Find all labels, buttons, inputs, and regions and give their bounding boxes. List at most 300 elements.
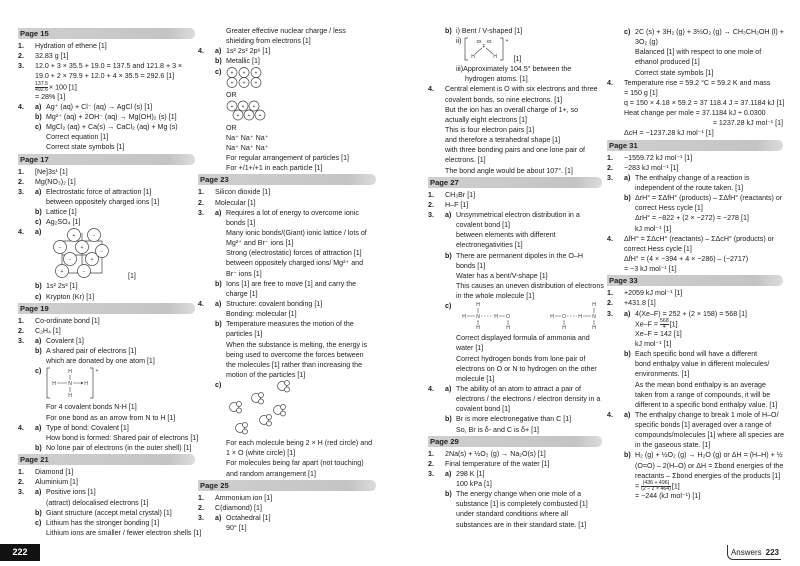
part-label: b) bbox=[35, 208, 42, 217]
answer-text bbox=[226, 513, 376, 523]
answer-text bbox=[46, 292, 195, 302]
part-label bbox=[35, 142, 46, 152]
part-label bbox=[35, 528, 46, 538]
part-label: a) bbox=[624, 309, 631, 318]
answer-content: Mg(NO₃)₂ [1] bbox=[35, 177, 76, 186]
answer-line bbox=[607, 400, 783, 410]
answer-content: Correct hydrogen bonds from lone pair of bbox=[456, 354, 586, 363]
answer-line bbox=[428, 74, 602, 84]
svg-text:+: + bbox=[242, 79, 246, 86]
answer-line bbox=[428, 425, 602, 435]
part-label: b) bbox=[215, 320, 222, 329]
answer-line bbox=[607, 430, 783, 440]
answer-text bbox=[46, 336, 195, 346]
part-label: c) bbox=[215, 381, 222, 390]
answer-text bbox=[226, 269, 376, 279]
answer-text bbox=[635, 369, 783, 379]
answer-content: Mg²⁺ and Br⁻ ions [1] bbox=[226, 239, 294, 248]
answer-line bbox=[428, 261, 602, 271]
answer-line bbox=[18, 187, 195, 197]
answer-text bbox=[456, 271, 602, 281]
question-number bbox=[428, 155, 445, 165]
svg-text:H: H bbox=[462, 314, 466, 321]
answer-line bbox=[607, 78, 783, 88]
answer-line bbox=[198, 448, 376, 458]
question-number: 4. bbox=[18, 423, 24, 432]
question-number bbox=[198, 153, 215, 163]
section-header: Page 27 bbox=[428, 177, 602, 188]
answer-content: The ability of an atom to attract a pair of bbox=[456, 384, 581, 393]
answer-line bbox=[198, 258, 376, 268]
answer-line bbox=[428, 271, 602, 281]
metal-offset-diagram bbox=[226, 100, 276, 123]
answers-column-4 bbox=[607, 27, 783, 501]
part-label bbox=[624, 37, 635, 47]
part-label bbox=[445, 394, 456, 404]
answer-line bbox=[607, 420, 783, 430]
question-number bbox=[607, 440, 624, 450]
answer-text bbox=[635, 420, 783, 430]
question-number: 1. bbox=[18, 167, 24, 176]
answer-line bbox=[428, 479, 602, 489]
part-label: a) bbox=[445, 210, 452, 219]
answer-line bbox=[18, 477, 195, 487]
answer-content: Correct state symbols [1] bbox=[635, 68, 714, 77]
answer-line bbox=[198, 46, 376, 56]
part-label: b) bbox=[445, 415, 452, 424]
answer-content: So, Br is δ- and C is δ+ [1] bbox=[456, 425, 540, 434]
answer-text bbox=[465, 74, 602, 84]
question-number: 1. bbox=[428, 190, 434, 199]
answer-content: × 100 [1] bbox=[48, 82, 77, 91]
svg-text:+: + bbox=[254, 79, 258, 86]
answer-text bbox=[35, 92, 195, 102]
answer-content: C(diamond) [1] bbox=[215, 503, 262, 512]
question-number bbox=[428, 26, 445, 36]
answer-text bbox=[226, 469, 376, 479]
question-number bbox=[198, 90, 215, 100]
question-number bbox=[198, 163, 215, 173]
answer-text bbox=[35, 71, 195, 81]
question-number bbox=[18, 498, 35, 508]
part-label bbox=[215, 36, 226, 46]
answer-content: C₂H₄ [1] bbox=[35, 326, 61, 335]
part-label bbox=[215, 370, 226, 380]
answer-text bbox=[635, 203, 783, 213]
answer-text bbox=[635, 329, 783, 339]
question-number bbox=[18, 132, 35, 142]
answer-line bbox=[428, 230, 602, 240]
answer-content: +2059 kJ mol⁻¹ [1] bbox=[624, 289, 683, 298]
question-number: 1. bbox=[607, 153, 613, 162]
answer-text bbox=[635, 349, 783, 359]
diagram-answer bbox=[428, 36, 602, 64]
answer-content: and therefore a tetrahedral shape [1] bbox=[445, 136, 561, 145]
answer-content: electrons / the electrons / electron density in a bbox=[456, 395, 601, 404]
answer-text bbox=[456, 394, 602, 404]
question-number: 2. bbox=[18, 478, 24, 487]
answer-text bbox=[226, 438, 376, 448]
answer-content: Correct state symbols [1] bbox=[46, 143, 125, 152]
answer-text bbox=[46, 443, 195, 453]
question-number bbox=[607, 400, 624, 410]
answer-content: which are donated by one atom [1] bbox=[46, 357, 155, 366]
answer-text bbox=[46, 142, 195, 152]
part-label bbox=[215, 289, 226, 299]
answer-line bbox=[18, 423, 195, 433]
answer-content: When the substance is melting, the energy is bbox=[226, 340, 368, 349]
part-label bbox=[445, 343, 456, 353]
answer-line bbox=[198, 228, 376, 238]
part-label bbox=[215, 90, 226, 100]
answer-text bbox=[456, 333, 602, 343]
answer-line bbox=[607, 68, 783, 78]
answer-text bbox=[635, 430, 784, 440]
answer-text bbox=[226, 46, 376, 56]
answer-content: For molecules being far apart (not touching) bbox=[226, 459, 364, 468]
question-number bbox=[607, 224, 624, 234]
part-label: b) bbox=[215, 57, 222, 66]
question-number bbox=[18, 112, 35, 122]
question-number bbox=[607, 390, 624, 400]
part-label: c) bbox=[215, 67, 222, 76]
answer-text bbox=[624, 298, 783, 308]
answer-content: Silicon dioxide [1] bbox=[215, 188, 271, 197]
part-label bbox=[624, 224, 635, 234]
question-number: 3. bbox=[607, 173, 613, 182]
part-label bbox=[445, 281, 456, 291]
answer-line bbox=[198, 269, 376, 279]
question-number bbox=[18, 356, 35, 366]
question-number bbox=[198, 67, 215, 90]
answer-line bbox=[607, 298, 783, 308]
answer-text bbox=[46, 112, 195, 122]
part-label bbox=[624, 461, 635, 471]
answer-line bbox=[198, 187, 376, 197]
answer-text bbox=[226, 228, 376, 238]
section-header: Page 19 bbox=[18, 303, 195, 314]
question-number bbox=[198, 36, 215, 46]
answer-content: iii)Approximately 104.5° between the bbox=[456, 65, 572, 74]
answer-line bbox=[428, 155, 602, 165]
question-number: 2. bbox=[18, 52, 24, 61]
answer-prefix: = bbox=[635, 482, 642, 491]
part-label bbox=[624, 359, 635, 369]
answer-text bbox=[456, 354, 602, 364]
svg-text:−: − bbox=[100, 249, 104, 256]
answer-line bbox=[18, 167, 195, 177]
part-label bbox=[445, 374, 456, 384]
answer-content: But the ion has an overall charge of 1+, so bbox=[445, 105, 579, 114]
answer-text bbox=[635, 224, 783, 234]
part-label bbox=[215, 360, 226, 370]
part-label bbox=[624, 491, 635, 501]
question-number: 1. bbox=[18, 42, 24, 50]
question-number bbox=[18, 217, 35, 227]
svg-text:+: + bbox=[247, 112, 251, 119]
answer-text bbox=[445, 95, 602, 105]
answer-text bbox=[624, 254, 783, 264]
question-number bbox=[18, 433, 35, 443]
answer-line bbox=[428, 291, 602, 301]
part-label bbox=[35, 402, 46, 412]
svg-text:H: H bbox=[550, 314, 554, 321]
answer-line bbox=[607, 234, 783, 244]
answer-content: environments. [1] bbox=[635, 370, 690, 379]
answer-text bbox=[226, 153, 376, 163]
question-number bbox=[198, 448, 215, 458]
svg-text:H: H bbox=[470, 54, 475, 61]
answer-content: The bond angle would be about 107°. [1] bbox=[445, 166, 573, 175]
question-number: 4. bbox=[198, 47, 204, 56]
svg-text:N: N bbox=[592, 314, 596, 321]
answer-text bbox=[445, 155, 602, 165]
answer-content: For one bond as an arrow from N to H [1] bbox=[46, 413, 176, 422]
question-number: 2. bbox=[607, 163, 613, 172]
part-label: c) bbox=[35, 518, 42, 527]
part-label: c) bbox=[35, 367, 42, 376]
answers-column-3 bbox=[428, 26, 602, 530]
answer-text bbox=[445, 135, 602, 145]
question-number bbox=[18, 207, 35, 217]
part-label bbox=[445, 271, 456, 281]
answer-text bbox=[35, 61, 195, 71]
answer-line bbox=[18, 41, 195, 51]
part-label bbox=[445, 333, 456, 343]
answer-text bbox=[46, 413, 195, 423]
answer-content: = −244 (kJ mol⁻¹) [1] bbox=[635, 492, 701, 501]
answer-text bbox=[635, 400, 783, 410]
answer-text bbox=[226, 279, 376, 289]
answer-content: Electrostatic force of attraction [1] bbox=[46, 187, 152, 196]
answer-text bbox=[226, 208, 376, 218]
section-header: Page 23 bbox=[198, 174, 376, 185]
answer-text bbox=[456, 489, 602, 499]
answer-content: For each molecule being 2 × H (red circle) and bbox=[226, 439, 373, 448]
answer-line bbox=[607, 183, 783, 193]
answer-text bbox=[226, 36, 376, 46]
answer-line bbox=[428, 459, 602, 469]
question-number bbox=[198, 319, 215, 329]
part-label: c) bbox=[35, 123, 42, 132]
question-number bbox=[198, 269, 215, 279]
part-label: c) bbox=[35, 292, 42, 301]
answer-text bbox=[46, 487, 195, 497]
answer-line bbox=[428, 499, 602, 509]
part-label: a) bbox=[215, 47, 222, 56]
answer-content: As the mean bond enthalpy is an average bbox=[635, 380, 766, 389]
answer-content: Balanced [1] with respect to one mole of bbox=[635, 48, 762, 57]
svg-text:−: − bbox=[92, 233, 96, 240]
answer-line bbox=[428, 354, 602, 364]
answer-text bbox=[46, 207, 195, 217]
answer-line bbox=[198, 370, 376, 380]
svg-text:xx: xx bbox=[486, 39, 492, 46]
answer-text bbox=[456, 520, 602, 530]
question-number bbox=[607, 203, 624, 213]
answer-text bbox=[46, 498, 195, 508]
question-number bbox=[18, 292, 35, 302]
answer-text bbox=[624, 108, 783, 118]
question-number bbox=[607, 88, 624, 98]
answers-column-2 bbox=[198, 26, 376, 533]
answer-line bbox=[198, 340, 376, 350]
question-number bbox=[198, 350, 215, 360]
answer-text bbox=[226, 133, 376, 143]
answer-content: in the gaseous state. [1] bbox=[635, 441, 711, 450]
answer-line bbox=[198, 329, 376, 339]
answer-content: The enthalpy change to break 1 mole of H–O/ bbox=[635, 410, 779, 419]
question-number bbox=[428, 520, 445, 530]
answer-line bbox=[18, 132, 195, 142]
answer-line bbox=[607, 481, 783, 491]
answer-text bbox=[46, 346, 195, 356]
question-number bbox=[18, 197, 35, 207]
question-number bbox=[607, 349, 624, 359]
question-number bbox=[428, 135, 445, 145]
answer-line bbox=[607, 254, 783, 264]
answer-text bbox=[215, 187, 376, 197]
part-label bbox=[445, 220, 456, 230]
sub-part-label: ii) bbox=[456, 37, 462, 46]
part-label: a) bbox=[35, 336, 42, 345]
answer-content: Ions [1] are free to move [1] and carry the bbox=[226, 279, 357, 288]
part-label bbox=[35, 433, 46, 443]
answer-line bbox=[18, 528, 202, 538]
answer-text bbox=[456, 291, 602, 301]
answer-text bbox=[226, 370, 376, 380]
question-number bbox=[198, 469, 215, 479]
answer-text bbox=[635, 37, 783, 47]
answer-content: 4(Xe–F) = 252 + (2 × 158) = 568 [1] bbox=[635, 309, 747, 318]
part-label bbox=[215, 123, 226, 133]
question-number bbox=[198, 340, 215, 350]
answer-content: 1 × O (white circle) [1] bbox=[226, 449, 296, 458]
answer-text bbox=[46, 122, 195, 132]
answer-text bbox=[635, 193, 783, 203]
answer-line bbox=[18, 402, 195, 412]
section-header: Page 21 bbox=[18, 454, 195, 465]
answer-prefix: Xe–F = bbox=[635, 320, 661, 329]
answer-line bbox=[607, 118, 783, 128]
metal-grid-diagram bbox=[226, 67, 276, 90]
answer-line bbox=[607, 339, 783, 349]
part-label bbox=[624, 430, 635, 440]
part-label: a) bbox=[215, 299, 222, 308]
answer-content: ΔfH° = (4 × −394 + 4 × −286) – (−2717) bbox=[624, 254, 749, 263]
question-number bbox=[607, 329, 624, 339]
answer-content: H₂ (g) + ½O₂ (g) → H₂O (g) or ΔH = (H–H) + ½ bbox=[635, 451, 783, 460]
answer-line bbox=[607, 359, 783, 369]
answer-line bbox=[198, 90, 376, 100]
answer-line bbox=[428, 135, 602, 145]
question-number bbox=[607, 430, 624, 440]
answer-text bbox=[445, 190, 602, 200]
answer-content: = −3 kJ mol⁻¹ [1] bbox=[624, 265, 677, 274]
answer-content: Metallic [1] bbox=[226, 57, 260, 66]
part-label bbox=[624, 339, 635, 349]
part-label bbox=[35, 197, 46, 207]
answer-content: Ammonium ion [1] bbox=[215, 493, 273, 502]
answer-line bbox=[428, 220, 602, 230]
answer-content: = 28% [1] bbox=[35, 92, 66, 101]
answer-text bbox=[635, 47, 783, 57]
part-label: b) bbox=[624, 194, 631, 203]
answer-line bbox=[428, 343, 602, 353]
question-number bbox=[428, 414, 445, 424]
part-label: c) bbox=[35, 218, 42, 227]
question-number bbox=[428, 125, 445, 135]
svg-text:−: − bbox=[68, 257, 72, 264]
question-number bbox=[198, 309, 215, 319]
answer-line bbox=[428, 489, 602, 499]
svg-text:xx: xx bbox=[476, 39, 482, 46]
answer-content: For regular arrangement of particles [1] bbox=[226, 154, 350, 163]
question-number bbox=[198, 380, 215, 438]
part-label: b) bbox=[624, 451, 631, 460]
question-number bbox=[607, 244, 624, 254]
question-number bbox=[18, 508, 35, 518]
answer-content: between oppositely charged ions [1] bbox=[46, 197, 160, 206]
question-number bbox=[428, 291, 445, 301]
indent bbox=[456, 74, 465, 84]
answer-content: Heat change per mole = 37.1184 kJ ÷ 0.0300 bbox=[624, 109, 766, 118]
question-number bbox=[428, 251, 445, 261]
answer-text bbox=[226, 319, 376, 329]
question-number bbox=[607, 68, 624, 78]
question-number bbox=[607, 491, 624, 501]
question-number bbox=[428, 105, 445, 115]
answer-content: Structure: covalent bonding [1] bbox=[226, 299, 323, 308]
answer-content: bond enthalpy value in different molecules/ bbox=[635, 360, 770, 369]
answer-line bbox=[428, 469, 602, 479]
question-number bbox=[607, 128, 624, 138]
question-number: 3. bbox=[18, 488, 24, 497]
question-number bbox=[607, 359, 624, 369]
answer-content: Positive ions [1] bbox=[46, 488, 96, 497]
answer-line bbox=[607, 319, 783, 329]
svg-text:+: + bbox=[230, 69, 234, 76]
answer-line bbox=[607, 37, 783, 47]
answer-line bbox=[18, 197, 195, 207]
answer-text bbox=[456, 230, 602, 240]
question-number bbox=[428, 261, 445, 271]
answer-line bbox=[428, 115, 602, 125]
answer-content: Many ionic bonds/(Giant) ionic lattice / lots of bbox=[226, 228, 367, 237]
svg-text:O: O bbox=[562, 314, 566, 321]
answer-text bbox=[35, 51, 195, 61]
part-label bbox=[35, 413, 46, 423]
answer-content: reactants – Σbond energies of the products [1] bbox=[635, 471, 781, 480]
question-number bbox=[198, 279, 215, 289]
question-number: 2. bbox=[428, 200, 434, 209]
part-label bbox=[215, 133, 226, 143]
answer-content: = 150 g [1] bbox=[624, 88, 658, 97]
part-label bbox=[215, 269, 226, 279]
answer-line bbox=[428, 210, 602, 220]
part-label: b) bbox=[35, 347, 42, 356]
answer-text bbox=[456, 414, 602, 424]
answer-text bbox=[624, 264, 783, 274]
answer-content: i) Bent / V-shaped [1] bbox=[456, 27, 523, 35]
question-number bbox=[428, 115, 445, 125]
mark-label: [1] bbox=[128, 272, 136, 281]
question-number: 3. bbox=[18, 336, 24, 345]
answer-content: 32.83 g [1] bbox=[35, 52, 69, 61]
answer-text bbox=[624, 78, 783, 88]
answer-line bbox=[198, 248, 376, 258]
answer-line bbox=[428, 105, 602, 115]
